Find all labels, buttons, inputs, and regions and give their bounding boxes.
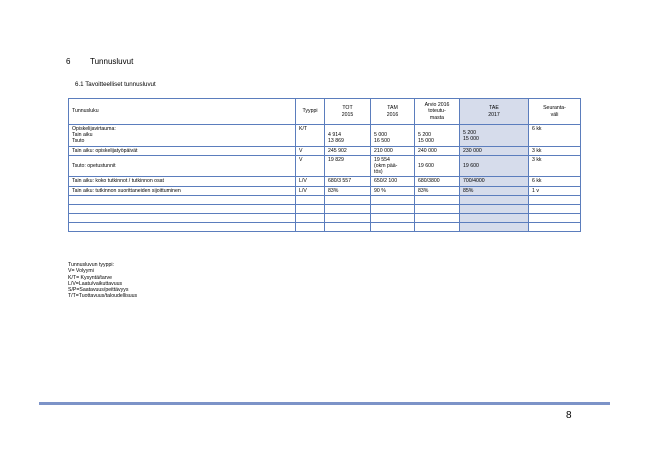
cell-tyyppi: L/V	[296, 177, 325, 186]
table-row-empty	[69, 222, 581, 231]
table-row	[69, 155, 581, 177]
legend-item: V= Volyymi	[68, 268, 94, 275]
cell-arvio: 5 200 15 000	[415, 125, 460, 147]
cell-arvio: 240 000	[415, 146, 460, 155]
legend-item: T/T=Tuottavuus/taloudellisuus	[68, 293, 138, 300]
metrics-table	[68, 98, 581, 232]
cell-seuranta: 1 v	[529, 186, 581, 195]
cell-tot: 83%	[325, 186, 371, 195]
cell-tam: 210 000	[371, 146, 415, 155]
cell-arvio: 83%	[415, 186, 460, 195]
header-tyyppi: Tyyppi	[296, 99, 325, 125]
cell-tae: 5 200 15 000	[460, 125, 529, 147]
table-row-empty	[69, 204, 581, 213]
legend-item: L/V=Laatu/vaikuttavuus	[68, 280, 123, 287]
header-tunnusluku: Tunnusluku	[69, 99, 296, 125]
cell-seuranta: 3 kk	[529, 146, 581, 155]
cell-tae: 19 600	[460, 155, 529, 177]
table-row	[69, 177, 581, 186]
cell-tae: 230 000	[460, 146, 529, 155]
cell-tunnusluku: Tain aiku: koko tutkinnot / tutkinnon osat	[69, 177, 296, 186]
cell-tunnusluku: Opiskelijavirtauma: Tain aiku Tsuto	[69, 125, 296, 147]
cell-tam: 90 %	[371, 186, 415, 195]
cell-tunnusluku: Tsuto: opetustunnit	[69, 155, 296, 177]
cell-arvio: 19 600	[415, 155, 460, 177]
cell-tyyppi: K/T	[296, 125, 325, 147]
section-title: Tunnusluvut	[90, 57, 134, 66]
subsection-title: 6.1 Tavoitteelliset tunnusluvut	[75, 81, 156, 88]
header-tae: TAE 2017	[460, 99, 529, 125]
cell-arvio: 680/3800	[415, 177, 460, 186]
table-row	[69, 125, 581, 147]
cell-tam: 650/2 100	[371, 177, 415, 186]
footer-divider	[39, 402, 610, 405]
type-legend	[68, 262, 137, 300]
cell-tyyppi: V	[296, 155, 325, 177]
table-row-empty	[69, 213, 581, 222]
table-row	[69, 146, 581, 155]
table-header-row	[69, 99, 581, 125]
header-seuranta: Seuranta- väli	[529, 99, 581, 125]
section-heading	[66, 57, 133, 66]
table-row-empty	[69, 195, 581, 204]
cell-tae: 700/4000	[460, 177, 529, 186]
page-number: 8	[566, 410, 572, 421]
cell-tunnusluku: Tain aiku: opiskelijatyöpäivät	[69, 146, 296, 155]
cell-tam: 19 554 (okm pää- tös)	[371, 155, 415, 177]
cell-tyyppi: V	[296, 146, 325, 155]
cell-tam: 5 000 16 500	[371, 125, 415, 147]
cell-tot: 19 829	[325, 155, 371, 177]
header-tot: TOT 2015	[325, 99, 371, 125]
legend-title: Tunnusluvun tyyppi:	[68, 262, 114, 268]
cell-tot: 680/3 557	[325, 177, 371, 186]
legend-item: S/P=Saatavuus/peittävyys	[68, 287, 129, 294]
cell-seuranta: 3 kk	[529, 155, 581, 177]
cell-tae: 85%	[460, 186, 529, 195]
cell-seuranta: 6 kk	[529, 177, 581, 186]
table-row	[69, 186, 581, 195]
section-number: 6	[66, 57, 71, 66]
header-arvio: Arvio 2016 toteutu- masta	[415, 99, 460, 125]
cell-tyyppi: L/V	[296, 186, 325, 195]
cell-tunnusluku: Tain aiku: tutkinnon suorittaneiden sijoittuminen	[69, 186, 296, 195]
cell-seuranta: 6 kk	[529, 125, 581, 147]
cell-tot: 245 902	[325, 146, 371, 155]
legend-item: K/T= Kysyntä/tarve	[68, 274, 112, 281]
header-tam: TAM 2016	[371, 99, 415, 125]
cell-tot: 4 914 13 869	[325, 125, 371, 147]
